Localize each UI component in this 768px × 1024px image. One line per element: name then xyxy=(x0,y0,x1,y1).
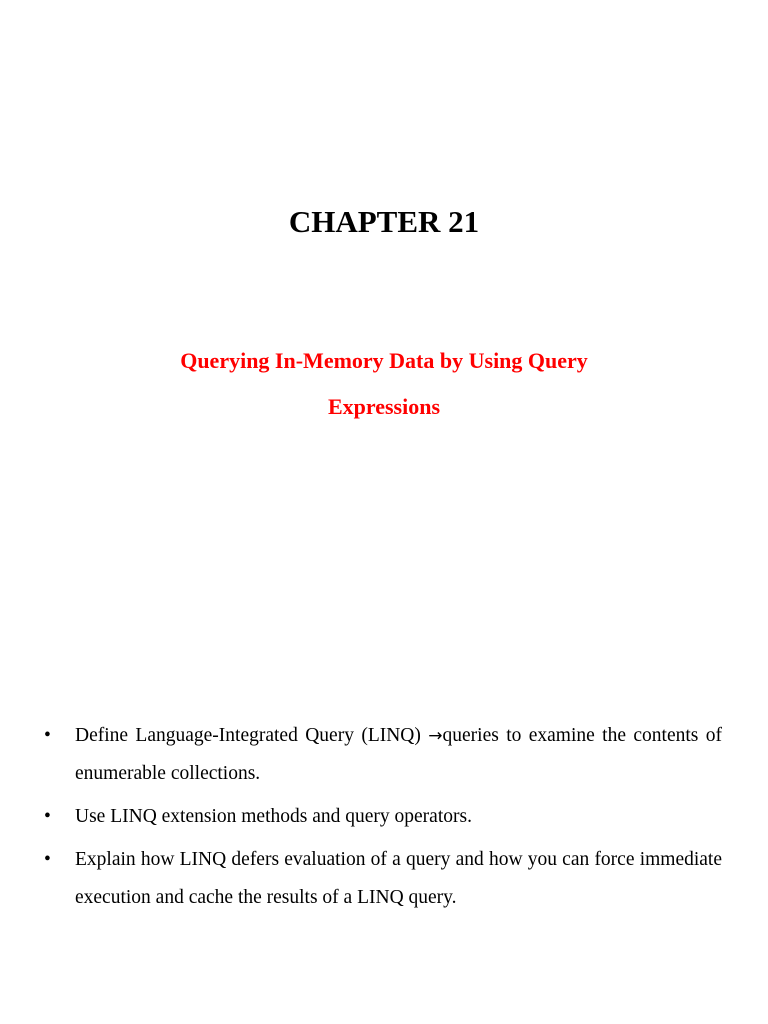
bullet-icon: • xyxy=(44,849,51,870)
objective-text: Use LINQ extension methods and query operators. xyxy=(75,806,472,827)
objective-text-start: Define Language-Integrated Query (LINQ) xyxy=(75,725,429,746)
arrow-right-icon: → xyxy=(428,726,443,746)
objective-item-linq-operators xyxy=(40,798,722,836)
objective-item-linq-define xyxy=(40,717,722,793)
bullet-icon: • xyxy=(44,806,51,827)
objective-text: Explain how LINQ defers evaluation of a query and how you can force immediate execution and cache the results of a LINQ query. xyxy=(75,849,722,908)
subtitle-line-1: Querying In-Memory Data by Using Query xyxy=(180,348,588,373)
objective-item-linq-deferred xyxy=(40,841,722,917)
chapter-title: CHAPTER 21 xyxy=(288,204,480,239)
objectives-list xyxy=(40,717,722,922)
chapter-subtitle xyxy=(120,338,648,430)
subtitle-line-2: Expressions xyxy=(327,394,441,419)
objective-text-end: queries to examine the contents of enumerable collections. xyxy=(75,725,722,784)
bullet-icon: • xyxy=(44,725,51,746)
